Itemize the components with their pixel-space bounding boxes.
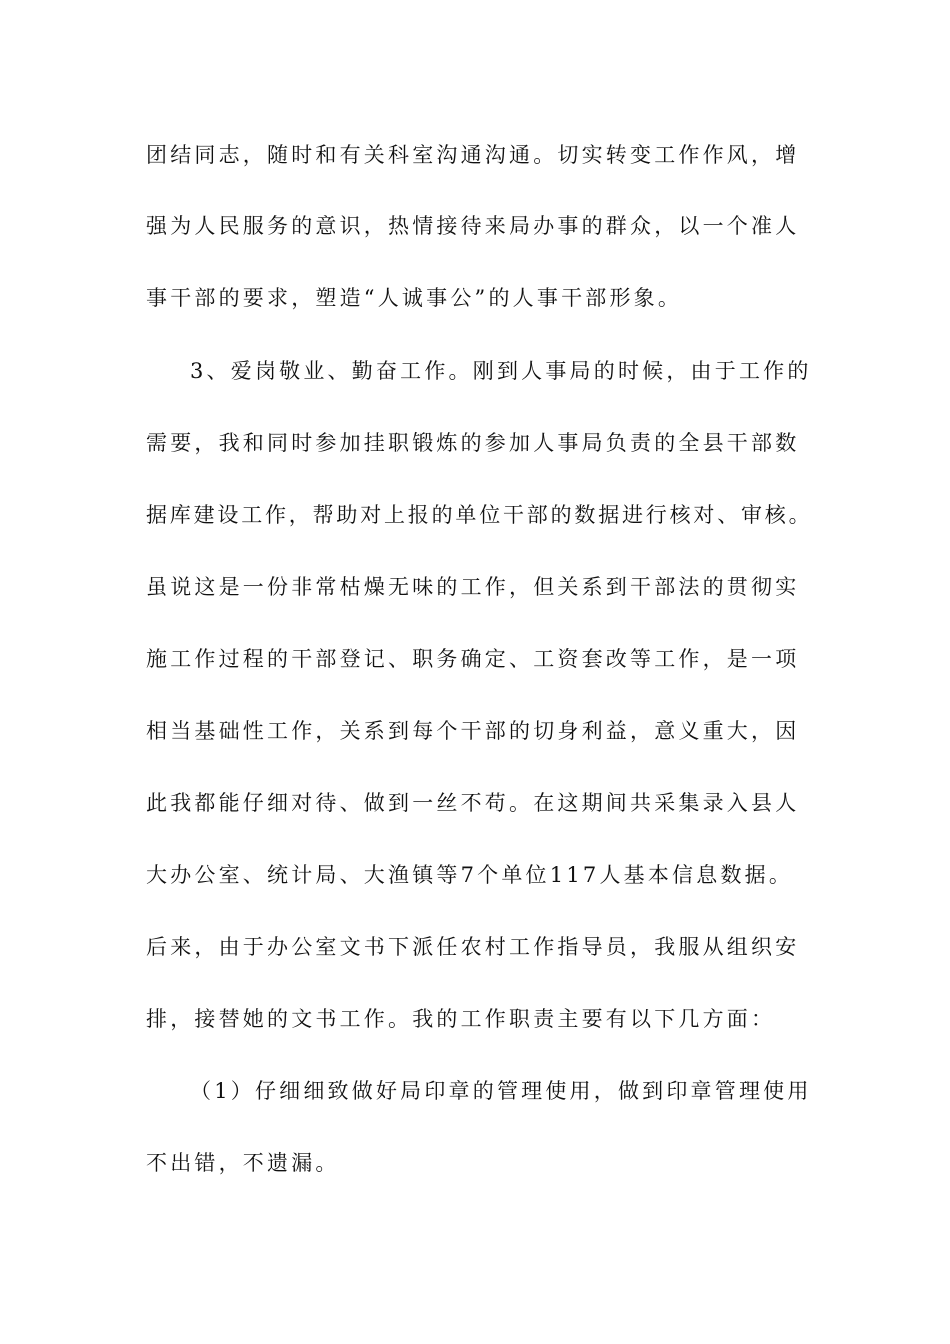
text-line: 团结同志，随时和有关科室沟通沟通。切实转变工作作风，增 — [146, 143, 800, 167]
paragraph-start-line: 3、爱岗敬业、勤奋工作。刚到人事局的时候，由于工作的 — [190, 359, 812, 383]
text-line: 事干部的要求，塑造“人诚事公”的人事干部形象。 — [146, 286, 683, 310]
text-line: 据库建设工作，帮助对上报的单位干部的数据进行核对、审核。 — [146, 503, 813, 527]
paragraph-start-line: （1）仔细细致做好局印章的管理使用，做到印章管理使用 — [190, 1079, 812, 1103]
text-line: 施工作过程的干部登记、职务确定、工资套改等工作，是一项 — [146, 647, 800, 671]
text-line: 大办公室、统计局、大渔镇等7个单位117人基本信息数据。 — [146, 863, 794, 887]
text-line: 需要，我和同时参加挂职锻炼的参加人事局负责的全县干部数 — [146, 431, 800, 455]
text-line: 此我都能仔细对待、做到一丝不苟。在这期间共采集录入县人 — [146, 791, 800, 815]
text-line: 排，接替她的文书工作。我的工作职责主要有以下几方面： — [146, 1007, 776, 1031]
text-line: 后来，由于办公室文书下派任农村工作指导员，我服从组织安 — [146, 935, 800, 959]
text-line: 不出错，不遗漏。 — [146, 1151, 340, 1175]
text-line: 相当基础性工作，关系到每个干部的切身利益，意义重大，因 — [146, 719, 800, 743]
text-line: 强为人民服务的意识，热情接待来局办事的群众，以一个准人 — [146, 214, 800, 238]
text-line: 虽说这是一份非常枯燥无味的工作，但关系到干部法的贯彻实 — [146, 575, 800, 599]
